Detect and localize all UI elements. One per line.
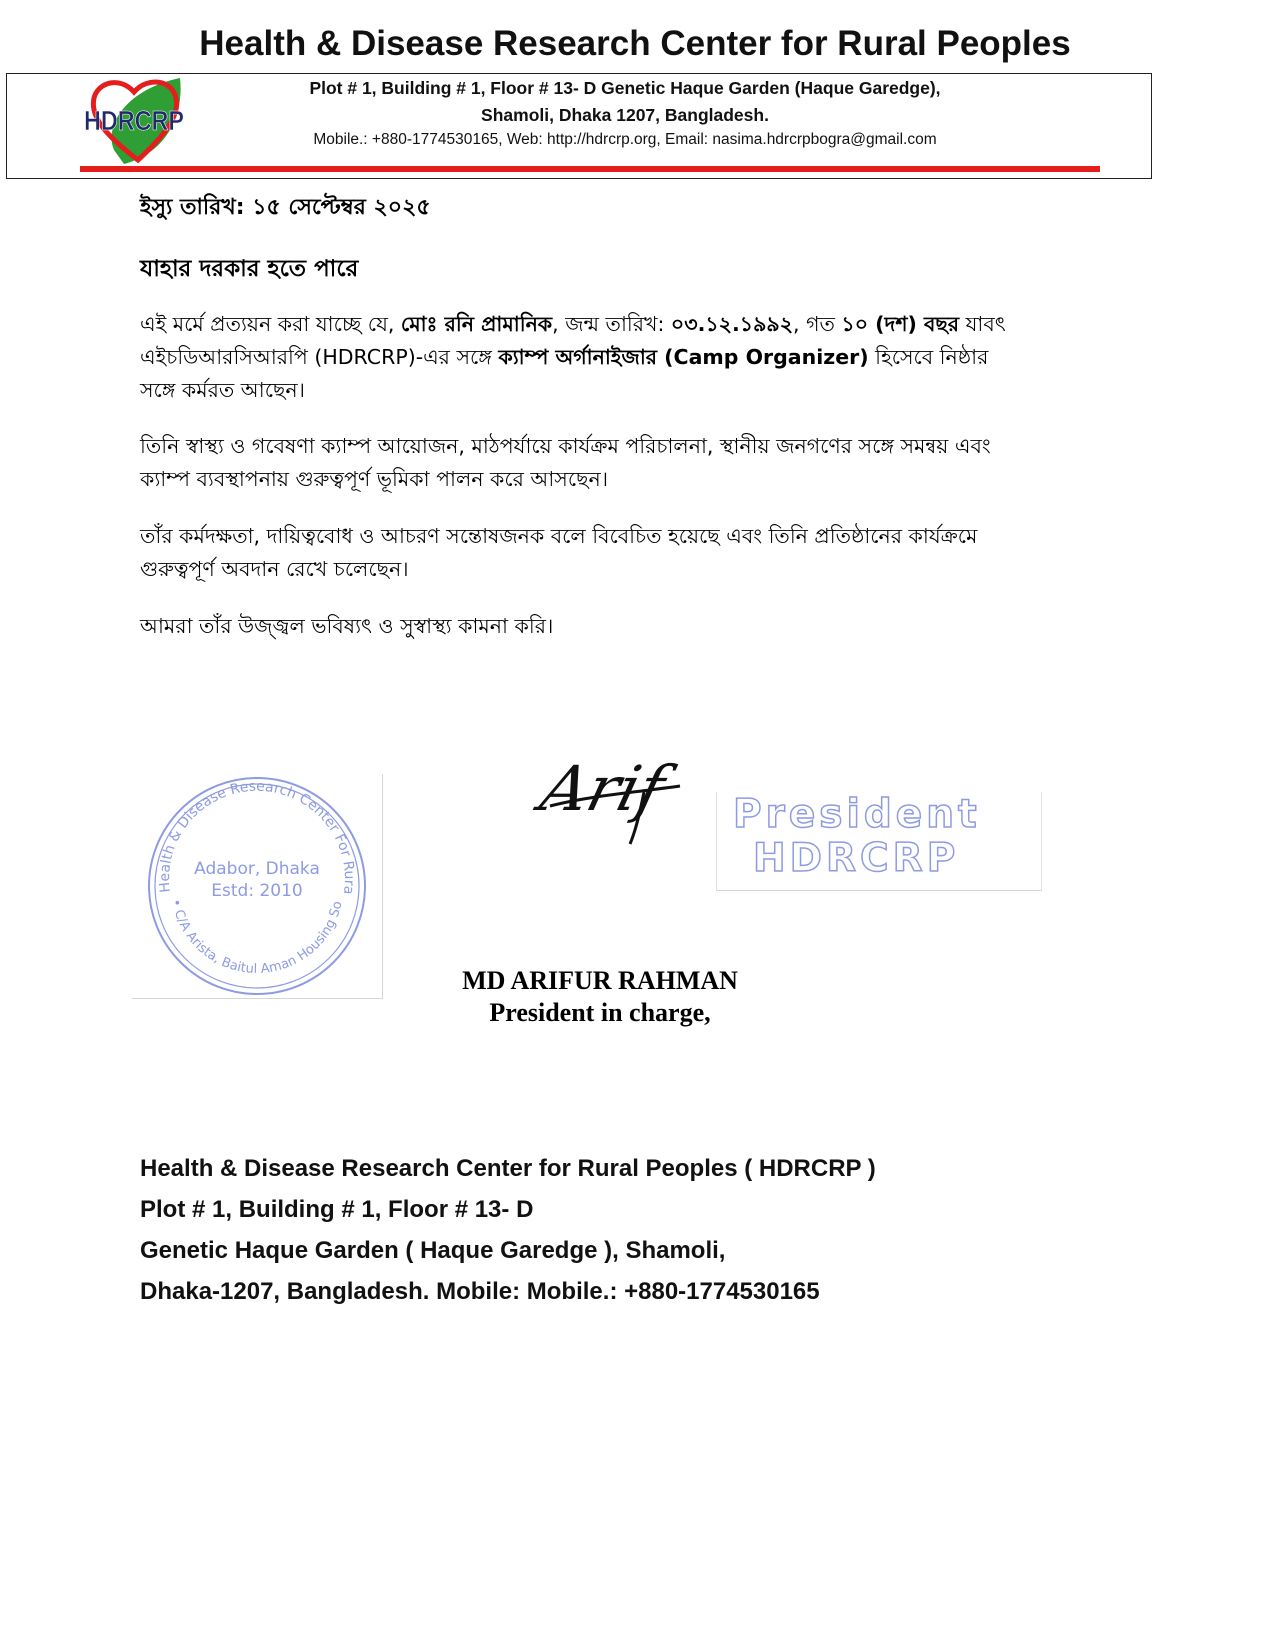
signature-mark: Arif xyxy=(533,752,669,825)
footer-line-3: Genetic Haque Garden ( Haque Garedge ), Shamoli, xyxy=(140,1237,726,1264)
organization-seal xyxy=(132,774,382,998)
header-red-rule xyxy=(80,166,1100,172)
issue-date: ইস্যু তারিখ: ১৫ সেপ্টেম্বর ২০২৫ xyxy=(140,195,431,220)
hdrcrp-logo xyxy=(84,72,192,168)
header-address-line-1: Plot # 1, Building # 1, Floor # 13- D Genetic Haque Garden (Haque Garedge), xyxy=(309,78,941,98)
p1-text-e: হিসেবে নিষ্ঠার সঙ্গে কর্মরত আছেন। xyxy=(140,345,989,402)
seal-ring-text: Health & Disease Research Center For Rura xyxy=(156,778,358,896)
footer-line-4: Dhaka-1207, Bangladesh. Mobile: Mobile.: +880-1774530165 xyxy=(140,1278,820,1305)
header-address-line-2: Shamoli, Dhaka 1207, Bangladesh. xyxy=(481,105,769,125)
employee-name: মোঃ রনি প্রামানিক xyxy=(400,312,553,336)
p1-text-a: এই মর্মে প্রত্যয়ন করা যাচ্ছে যে, xyxy=(140,312,401,336)
paragraph-certification xyxy=(140,308,1020,407)
footer-line-1: Health & Disease Research Center for Rural Peoples ( HDRCRP ) xyxy=(140,1155,876,1182)
seal-center-line-1: Adabor, Dhaka xyxy=(194,859,320,879)
president-stamp-line-2: HDRCRP xyxy=(753,836,960,881)
footer-line-2: Plot # 1, Building # 1, Floor # 13- D xyxy=(140,1196,534,1223)
organization-title: Health & Disease Research Center for Rural Peoples xyxy=(199,24,1071,63)
service-years: ১০ (দশ) বছর xyxy=(841,312,960,336)
p1-text-b: , জন্ম তারিখ: xyxy=(552,312,671,336)
footer-address xyxy=(140,1148,876,1312)
seal-bottom-text: • C/A Arista, Baitul Aman Housing So xyxy=(167,897,346,977)
date-of-birth: ০৩.১২.১৯৯২ xyxy=(670,312,794,336)
paragraph-duties: তিনি স্বাস্থ্য ও গবেষণা ক্যাম্প আয়োজন, মাঠপর্যায়ে কার্যক্রম পরিচালনা, স্থানীয় জনগণের সঙ্গে সমন্বয় এবং ক্যাম্প ব্যবস্থাপনায় গুরুত্বপূর্ণ ভূমিকা পালন করে আসছেন। xyxy=(140,434,991,491)
p1-text-d: যাবৎ এইচডিআরসিআরপি (HDRCRP)-এর সঙ্গে xyxy=(140,312,1006,369)
greeting: যাহার দরকার হতে পারে xyxy=(140,256,359,282)
signatory-name: MD ARIFUR RAHMAN xyxy=(462,966,738,995)
header-contact-line: Mobile.: +880-1774530165, Web: http://hdrcrp.org, Email: nasima.hdrcrpbogra@gmail.com xyxy=(313,131,937,148)
p1-text-c: , গত xyxy=(793,312,842,336)
paragraph-wishes: আমরা তাঁর উজ্জ্বল ভবিষ্যৎ ও সুস্বাস্থ্য কামনা করি। xyxy=(140,614,554,638)
president-stamp xyxy=(716,792,1042,891)
organization-seal-frame xyxy=(132,774,383,999)
logo-text: HDRCRP xyxy=(84,105,184,136)
president-stamp-line-1: President xyxy=(733,792,981,837)
paragraph-performance: তাঁর কর্মদক্ষতা, দায়িত্ববোধ ও আচরণ সন্তোষজনক বলে বিবেচিত হয়েছে এবং তিনি প্রতিষ্ঠানের কার্যক্রমে গুরুত্বপূর্ণ অবদান রেখে চলেছেন। xyxy=(140,524,978,581)
signatory-title: President in charge, xyxy=(489,998,711,1027)
employee-role: ক্যাম্প অর্গানাইজার (Camp Organizer) xyxy=(498,345,869,369)
handwritten-signature xyxy=(533,752,688,852)
seal-center-line-2: Estd: 2010 xyxy=(211,881,303,901)
